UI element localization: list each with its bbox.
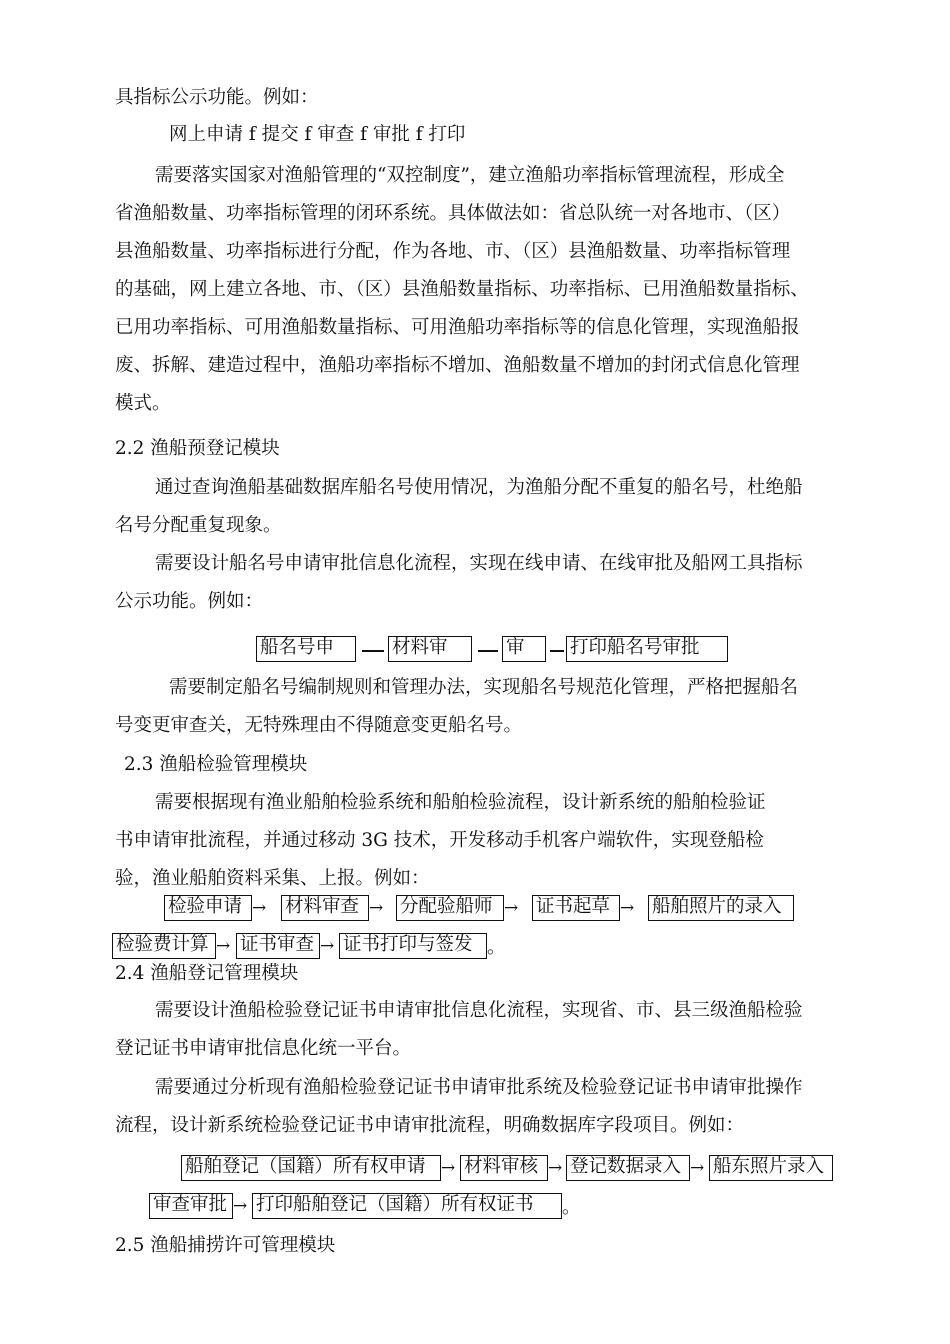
arrow-right-icon: → [690, 1158, 705, 1178]
arrow-right-icon: → [233, 1196, 248, 1216]
flow-box: 审 [502, 636, 546, 662]
text-line: 流程，设计新系统检验登记证书申请审批流程，明确数据库字段项目。例如： [115, 1115, 745, 1136]
arrow-right-icon: → [620, 898, 635, 918]
flow-box: 材料审核 [460, 1155, 548, 1181]
flow-box: 打印船舶登记（国籍）所有权证书 [252, 1193, 562, 1219]
text-line: 网上申请 f 提交 f 审查 f 审批 f 打印 [169, 124, 466, 145]
text-line: 需要根据现有渔业船舶检验系统和船舶检验流程，设计新系统的船舶检验证 [155, 792, 766, 813]
section-heading: 2.5 渔船捕捞许可管理模块 [115, 1235, 336, 1256]
text-line: 书申请审批流程，并通过移动 3G 技术，开发移动手机客户端软件，实现登船检 [115, 830, 764, 851]
text-line: 。 [562, 1197, 581, 1218]
flow-box: 分配验船师 [396, 895, 504, 921]
arrow-right-icon: → [216, 936, 231, 956]
text-line: 需要设计渔船检验登记证书申请审批信息化流程，实现省、市、县三级渔船检验 [155, 1000, 803, 1021]
flow-connector [478, 650, 498, 652]
text-line: 名号分配重复现象。 [115, 515, 282, 536]
text-line: 模式。 [115, 393, 171, 414]
flow-box: 船名号申 [256, 636, 356, 662]
section-heading: 2.4 渔船登记管理模块 [115, 963, 299, 984]
flow-box: 检验费计算 [112, 933, 216, 959]
section-heading: 2.3 渔船检验管理模块 [124, 754, 308, 775]
text-line: 需要制定船名号编制规则和管理办法，实现船名号规范化管理，严格把握船名 [169, 677, 799, 698]
flow-box: 证书打印与签发 [339, 933, 487, 959]
text-line: 需要设计船名号申请审批信息化流程，实现在线申请、在线审批及船网工具指标 [155, 553, 803, 574]
flow-box: 材料审查 [281, 895, 369, 921]
section-heading: 2.2 渔船预登记模块 [115, 438, 280, 459]
flow-box: 船舶照片的录入 [648, 895, 794, 921]
text-line: 省渔船数量、功率指标管理的闭环系统。具体做法如：省总队统一对各地市、（区） [115, 203, 791, 224]
flow-connector [362, 650, 384, 652]
text-line: 号变更审查关，无特殊理由不得随意变更船名号。 [115, 715, 523, 736]
text-line: 需要通过分析现有渔船检验登记证书申请审批系统及检验登记证书申请审批操作 [155, 1077, 803, 1098]
flow-box: 证书起草 [532, 895, 620, 921]
text-line: 废、拆解、建造过程中，渔船功率指标不增加、渔船数量不增加的封闭式信息化管理 [115, 355, 800, 376]
text-line: 通过查询渔船基础数据库船名号使用情况，为渔船分配不重复的船名号，杜绝船 [155, 477, 803, 498]
arrow-right-icon: → [252, 898, 267, 918]
flow-box: 打印船名号审批 [566, 636, 728, 662]
flow-box: 证书审查 [236, 933, 320, 959]
text-line: 需要落实国家对渔船管理的“双控制度”，建立渔船功率指标管理流程，形成全 [155, 165, 785, 186]
text-line: 。 [487, 937, 506, 958]
arrow-right-icon: → [548, 1158, 563, 1178]
text-line: 的基础，网上建立各地、市、（区）县渔船数量指标、功率指标、已用渔船数量指标、 [115, 279, 809, 300]
text-line: 公示功能。例如： [115, 591, 264, 612]
flow-connector [550, 650, 564, 652]
text-line: 县渔船数量、功率指标进行分配，作为各地、市、（区）县渔船数量、功率指标管理 [115, 241, 791, 262]
text-line: 具指标公示功能。例如： [115, 87, 319, 108]
arrow-right-icon: → [441, 1158, 456, 1178]
flow-box: 材料审 [388, 636, 472, 662]
text-line: 登记证书申请审批信息化统一平台。 [115, 1038, 412, 1059]
arrow-right-icon: → [320, 936, 335, 956]
arrow-right-icon: → [369, 898, 384, 918]
flow-box: 登记数据录入 [566, 1155, 690, 1181]
flow-box: 检验申请 [164, 895, 252, 921]
flow-box: 船东照片录入 [709, 1155, 833, 1181]
flow-box: 船舶登记（国籍）所有权申请 [181, 1155, 441, 1181]
text-line: 已用功率指标、可用渔船数量指标、可用渔船功率指标等的信息化管理，实现渔船报 [115, 317, 800, 338]
flow-box: 审查审批 [149, 1193, 233, 1219]
arrow-right-icon: → [504, 898, 519, 918]
text-line: 验，渔业船舶资料采集、上报。例如： [115, 868, 430, 889]
